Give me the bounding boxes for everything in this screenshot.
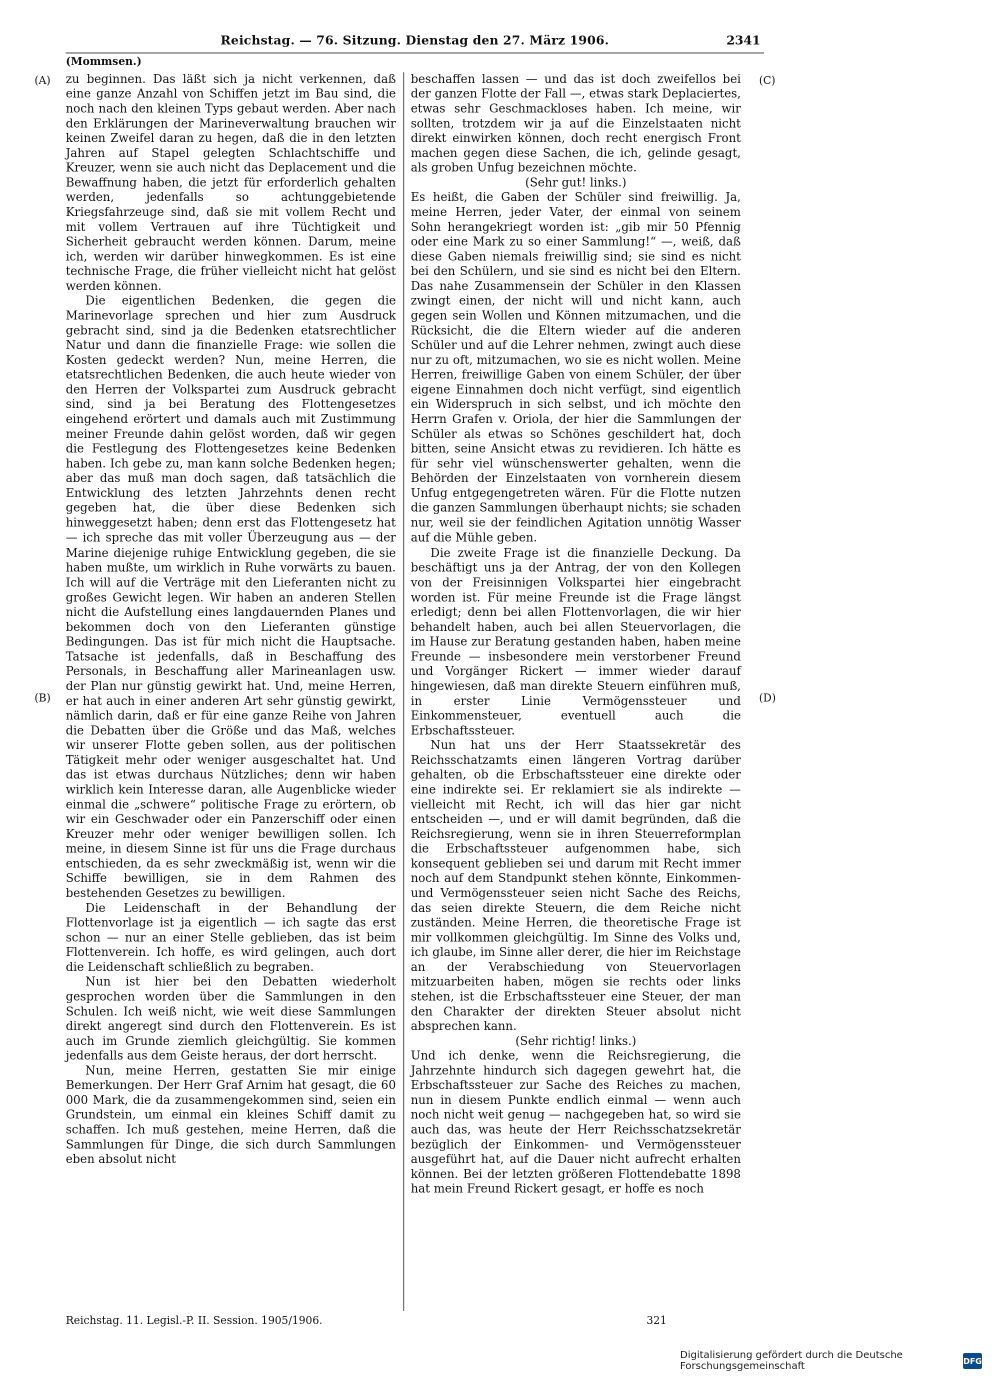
attribution-text: Digitalisierung gefördert durch die Deutsche Forschungsgemeinschaft xyxy=(680,1350,903,1372)
margin-marker-b: (B) xyxy=(34,692,51,705)
paragraph: zu beginnen. Das läßt sich ja nicht verkennen, daß eine ganze Anzahl von Schiffen jetzt im Bau sind, die noch nach den kleinen Typs gebaut werden. Aber nach den Erklärungen der Marineverwaltung brauchen wir keinen Zweifel daran zu hegen, daß die in den letzten Jahren auf Stapel gelegten Schlachtschiffe und Kreuzer, wenn sie auch nicht das Deplacement und die Bewaffnung haben, die jetzt für erforderlich gehalten werden, jedenfalls so achtunggebietende Kriegsfahrzeuge sind, daß sie mit vollem Recht und mit vollem Vertrauen auf ihre Tüchtigkeit und Sicherheit gebraucht werden können. Darum, meine ich, werden wir darüber hinwegkommen. Es ist eine technische Frage, die früher vielleicht nicht hat gelöst werden können. xyxy=(65,73,396,294)
paragraph: Nun ist hier bei den Debatten wiederholt gesprochen worden über die Sammlungen in den Schulen. Ich weiß nicht, wie weit diese Sammlungen direkt angeregt sind durch den Flottenverein. Es ist auch im Grunde ziemlich gleichgültig. Sie kommen jedenfalls aus dem Geiste heraus, der dort herrscht. xyxy=(65,975,396,1063)
left-column xyxy=(66,72,396,1309)
dfg-logo-icon: DFG xyxy=(963,1353,982,1369)
margin-marker-c: (C) xyxy=(758,74,776,88)
interjection: (Sehr gut! links.) xyxy=(525,176,627,190)
page-number: 2341 xyxy=(726,32,761,48)
page-header xyxy=(66,31,764,53)
digitization-attribution xyxy=(680,1350,982,1372)
paragraph: Nun, meine Herren, gestatten Sie mir einige Bemerkungen. Der Herr Graf Arnim hat gesagt, die 60 000 Mark, die da zusammengekommen sind, seien ein Grundstein, um einmal ein kleines Schiff damit zu schaffen. Ich muß gestehen, meine Herren, daß die Sammlungen für Dinge, die sich durch Sammlungen eben absolut nicht xyxy=(65,1064,396,1167)
paragraph: Und ich denke, wenn die Reichsregierung, die Jahrzehnte hindurch sich dagegen gewehrt hat, die Erbschaftssteuer zur Sache des Reiches zu machen, nun in diesem Punkte endlich einmal — wenn auch noch nicht weit genug — nachgegeben hat, so wird sie auch das, was heute der Herr Reichsschatzsekretär bezüglich der Einkommen- und Vermögenssteuer ausgeführt hat, auf die Dauer nicht aufrecht erhalten können. Bei der letzten größeren Flottendebatte 1898 hat mein Freund Rickert gesagt, er hoffe es noch xyxy=(410,1049,741,1197)
footer-session-info: Reichstag. 11. Legisl.-P. II. Session. 1905/1906. xyxy=(65,1315,323,1328)
interjection: (Sehr richtig! links.) xyxy=(515,1034,637,1049)
margin-marker-a: (A) xyxy=(34,74,51,88)
paragraph: beschaffen lassen — und das ist doch zweifellos bei der ganzen Flotte der Fall —, etwas stark Deplaciertes, etwas sehr Geschmackloses haben. Ich meine, wir sollten, trotzdem wir ja auf die Einzelstaaten nicht direkt einwirken können, doch recht energisch Front machen gegen diese Sachen, die ich, gelinde gesagt, als groben Unfug bezeichnen möchte. xyxy=(410,73,741,176)
margin-marker-d: (D) xyxy=(758,692,776,705)
right-column xyxy=(411,72,741,1309)
paragraph: Nun hat uns der Herr Staatssekretär des Reichsschatzamts einen längeren Vortrag darüber gehalten, ob die Erbschaftssteuer eine direkte oder eine indirekte sei. Er reklamiert sie als indirekte — vielleicht mit Recht, ich will das hier gar nicht entscheiden —, und er will damit begründen, daß die Reichsregierung, wenn sie in ihren Steuerreformplan die Erbschaftssteuer aufgenommen habe, sich konsequent geblieben sei und darum mit Recht immer noch auf dem Standpunkt stehen könnte, Einkommen- und Vermögenssteuer seien nicht Sache des Reichs, das seien direkte Steuern, die dem Reiche nicht zuständen. Meine Herren, die theoretische Frage ist mir vollkommen gleichgültig. Im Sinne des Volks und, ich glaube, im Sinne aller derer, die hier im Reichstage an der Verabschiedung von Steuervorlagen mitzuarbeiten haben, mögen sie rechts oder links stehen, ist die Erbschaftssteuer eine Steuer, der man den Charakter der direkten Steuer absolut nicht absprechen kann. xyxy=(410,739,741,1034)
paragraph: Die eigentlichen Bedenken, die gegen die Marinevorlage sprechen und hier zum Ausdruck gebracht sind, sind ja die Bedenken etatsrechtlicher Natur und dann die finanzielle Frage: wie sollen die Kosten gedeckt werden? Nun, meine Herren, die etatsrechtlichen Bedenken, die auch heute wieder von den Herren der Volkspartei zum Ausdruck gebracht sind, sind ja bei Beratung des Flottengesetzes eingehend erörtert und damals auch mit Zustimmung meiner Freunde dahin gelöst worden, daß wir gegen die Festlegung des Flottengesetzes keine Bedenken haben. Ich gebe zu, man kann solche Bedenken hegen; aber das muß man doch sagen, daß tatsächlich die Entwicklung des letzten Jahrzehnts denen recht gegeben hat, die über diese Bedenken sich hinweggesetzt haben; denn erst das Flottengesetz hat — ich spreche das mit voller Überzeugung aus — der Marine diejenige ruhige Entwicklung gegeben, die sie haben mußte, um wirklich in Ruhe vorwärts zu bauen. Ich will auf die Verträge mit den Lieferanten nicht zu großes Gewicht legen. Wir haben an anderen Stellen nicht die Aufstellung eines langdauernden Planes und bekommen doch von den Lieferanten günstige Bedingungen. Das ist für mich nicht die Hauptsache. Tatsache ist jedenfalls, daß in Beschaffung des Personals, in Beschaffung aller Marineanlagen usw. der Plan nur günstig gewirkt hat. Und, meine Herren, er hat auch in einer anderen Art sehr günstig gewirkt, nämlich darin, daß er für eine ganze Reihe von Jahren die Debatten über die Größe und das Maß, welches wir unserer Flotte geben sollen, aus der politischen Tätigkeit mehr oder weniger ausgeschaltet hat. Und das ist etwas durchaus Nützliches; denn wir haben wirklich kein Interesse daran, alle Augenblicke wieder einmal die „schwere“ politische Frage zu erörtern, ob wir ein Geschwader oder ein Panzerschiff oder einen Kreuzer mehr oder weniger bewilligen sollen. Ich meine, in diesem Sinne ist für uns die Frage durchaus entschieden, da es sehr zweckmäßig ist, wenn wir die Schiffe bewilligen, sie in dem Rahmen des bestehenden Gesetzes zu bewilligen. xyxy=(65,295,396,901)
paragraph: Die zweite Frage ist die finanzielle Deckung. Da beschäftigt uns ja der Antrag, der von den Kollegen von der Freisinnigen Volkspartei hier eingebracht worden ist. Für meine Freunde ist die Frage längst erledigt; denn bei allen Flottenvorlagen, die wir hier behandelt haben, auch bei allen Steuervorlagen, die im Hause zur Beratung gestanden haben, haben meine Freunde — insbesondere mein verstorbener Freund und Vorgänger Rickert — immer wieder darauf hingewiesen, daß man direkte Steuern einführen muß, in erster Linie Vermögenssteuer und Einkommensteuer, eventuell auch die Erbschaftssteuer. xyxy=(410,546,741,738)
paragraph: Die Leidenschaft in der Behandlung der Flottenvorlage ist ja eigentlich — ich sagte das erst schon — nur an einer Stelle geblieben, das ist beim Flottenverein. Ich hoffe, es wird gelingen, auch dort die Leidenschaft schließlich zu begraben. xyxy=(65,901,396,975)
footer-sheet-number: 321 xyxy=(646,1315,667,1328)
speaker-label: (Mommsen.) xyxy=(65,55,142,69)
paragraph: Es heißt, die Gaben der Schüler sind freiwillig. Ja, meine Herren, jeder Vater, der einmal von seinem Sohn herangekriegt worden ist: „gib mir 50 Pfennig oder eine Mark zu so einer Sammlung!“ —, weiß, daß diese Gaben niemals freiwillig sind; sie sind es nicht bei den Schülern, und sie sind es nicht bei den Eltern. Das nahe Zusammensein der Schüler in den Klassen zwingt einen, der nicht will und nicht kann, auch gegen sein Wollen und Können mitzumachen, und die Rücksicht, die die Eltern wieder auf die anderen Schüler und auf die Lehrer nehmen, zwingt auch diese nur zu oft, mitzumachen, wo sie es nicht wollen. Meine Herren, freiwillige Gaben von einem Schüler, der über eigene Einnahmen doch nicht verfügt, sind eigentlich ein Widerspruch in sich selbst, und ich möchte den Herrn Grafen v. Oriola, der hier die Sammlungen der Schüler als etwas so Schönes geschildert hat, doch bitten, seine Ansicht etwas zu revidieren. Ich hätte es für sehr viel wünschenswerter gehalten, wenn die Behörden der Einzelstaaten von vornherein diesem Unfug entgegengetreten wären. Für die Flotte nutzen die ganzen Sammlungen überhaupt nichts; sie schaden nur, weil sie der feindlichen Agitation unnötig Wasser auf die Mühle geben. xyxy=(410,191,741,545)
page-header-title: Reichstag. — 76. Sitzung. Dienstag den 27. März 1906. xyxy=(220,32,610,48)
column-divider xyxy=(403,72,404,1311)
